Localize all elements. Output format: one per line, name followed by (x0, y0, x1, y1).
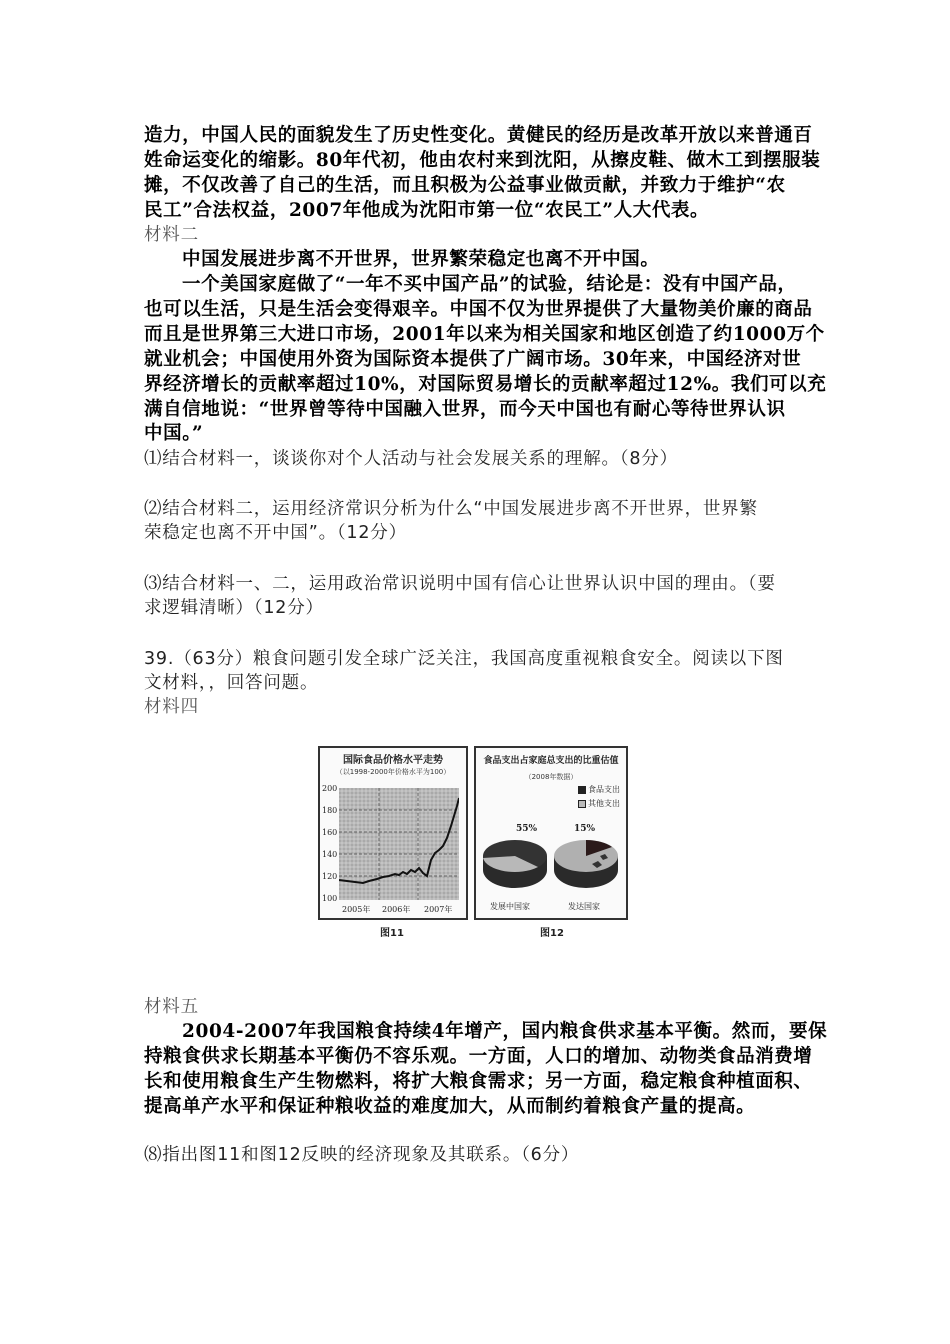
y-tick: 160 (322, 828, 338, 837)
material1-line: 摊，不仅改善了自己的生活，而且积极为公益事业做贡献，并致力于维护“农 (144, 175, 786, 196)
legend-swatch-dark (578, 786, 586, 794)
pie-percent: 15% (574, 824, 596, 834)
figure-11-caption: 图11 (380, 928, 404, 939)
question-3-line2: 求逻辑清晰）（12分） (144, 598, 324, 618)
material2-line: 满自信地说：“世界曾等待中国融入世界，而今天中国也有耐心等待世界认识 (144, 399, 786, 420)
figure-group (318, 746, 628, 946)
material2-line: 界经济增长的贡献率超过10%，对国际贸易增长的贡献率超过12%。我们可以充 (144, 374, 827, 395)
material2-line: 中国。” (144, 423, 204, 444)
material1-line: 民工”合法权益，2007年他成为沈阳市第一位“农民工”人大代表。 (144, 200, 710, 221)
question-2-line1: ⑵结合材料二，运用经济常识分析为什么“中国发展进步离不开世界，世界繁 (144, 499, 758, 519)
pie-label-developed: 发达国家 (568, 902, 600, 911)
material5-label: 材料五 (144, 997, 199, 1017)
legend-label: 食品支出 (588, 785, 620, 794)
material5-line: 持粮食供求长期基本平衡仍不容乐观。一方面，人口的增加、动物类食品消费增 (144, 1046, 813, 1067)
figure-11-title: 国际食品价格水平走势 (343, 755, 443, 766)
material2-line: 就业机会；中国使用外资为国际资本提供了广阔市场。30年来，中国经济对世 (144, 349, 802, 370)
material1-line: 姓命运变化的缩影。80年代初，他由农村来到沈阳，从擦皮鞋、做木工到摆服装 (144, 150, 821, 171)
legend-item-other (578, 798, 620, 809)
legend-item-food (578, 784, 620, 795)
material2-line: 也可以生活，只是生活会变得艰辛。中国不仅为世界提供了大量物美价廉的商品 (144, 299, 813, 320)
material4-label: 材料四 (144, 697, 199, 717)
y-tick: 100 (322, 894, 338, 903)
figure-12-title: 食品支出占家庭总支出的比重估值 (483, 756, 619, 766)
pie-label-developing: 发展中国家 (490, 902, 530, 911)
figure-12-caption: 图12 (540, 928, 564, 939)
material2-headline: 中国发展进步离不开世界，世界繁荣稳定也离不开中国。 (182, 249, 660, 270)
material5-line: 长和使用粮食生产生物燃料，将扩大粮食需求；另一方面，稳定粮食种植面积、 (144, 1071, 813, 1092)
material2-line: 而且是世界第三大进口市场，2001年以来为相关国家和地区创造了约1000万个 (144, 324, 825, 345)
y-tick: 180 (322, 806, 338, 815)
material2-label: 材料二 (144, 225, 199, 245)
figure-12-pies (480, 836, 624, 896)
question-3-line1: ⑶结合材料一、二，运用政治常识说明中国有信心让世界认识中国的理由。（要 (144, 574, 776, 594)
y-tick: 120 (322, 872, 338, 881)
figure-12-subtitle: （2008年数据） (524, 773, 578, 781)
question-1: ⑴结合材料一，谈谈你对个人活动与社会发展关系的理解。（8分） (144, 449, 678, 469)
question-39-intro: 39.（63分）粮食问题引发全球广泛关注，我国高度重视粮食安全。阅读以下图 (144, 649, 784, 669)
material5-line: 提高单产水平和保证种粮收益的难度加大，从而制约着粮食产量的提高。 (144, 1096, 756, 1117)
legend-label: 其他支出 (588, 799, 620, 808)
y-tick: 200 (322, 784, 338, 793)
question-39-intro: 文材料，，回答问题。 (144, 673, 319, 693)
figure-11-panel (318, 746, 468, 920)
question-2-line2: 荣稳定也离不开中国”。（12分） (144, 523, 407, 543)
material5-line: 2004-2007年我国粮食持续4年增产，国内粮食供求基本平衡。然而，要保 (182, 1021, 828, 1042)
pie-percent: 55% (516, 824, 538, 834)
figure-11-plot (339, 788, 459, 900)
x-tick: 2005年 (342, 905, 371, 914)
x-tick: 2006年 (382, 905, 411, 914)
x-tick: 2007年 (424, 905, 453, 914)
material2-line: 一个美国家庭做了“一年不买中国产品”的试验，结论是：没有中国产品， (182, 274, 797, 295)
figure-12-panel (474, 746, 628, 920)
legend-swatch-light (578, 800, 586, 808)
material1-line: 造力，中国人民的面貌发生了历史性变化。黄健民的经历是改革开放以来普通百 (144, 125, 813, 146)
y-tick: 140 (322, 850, 338, 859)
question-8: ⑻指出图11和图12反映的经济现象及其联系。（6分） (144, 1145, 580, 1165)
figure-11-subtitle: （以1998-2000年价格水平为100） (335, 768, 451, 776)
